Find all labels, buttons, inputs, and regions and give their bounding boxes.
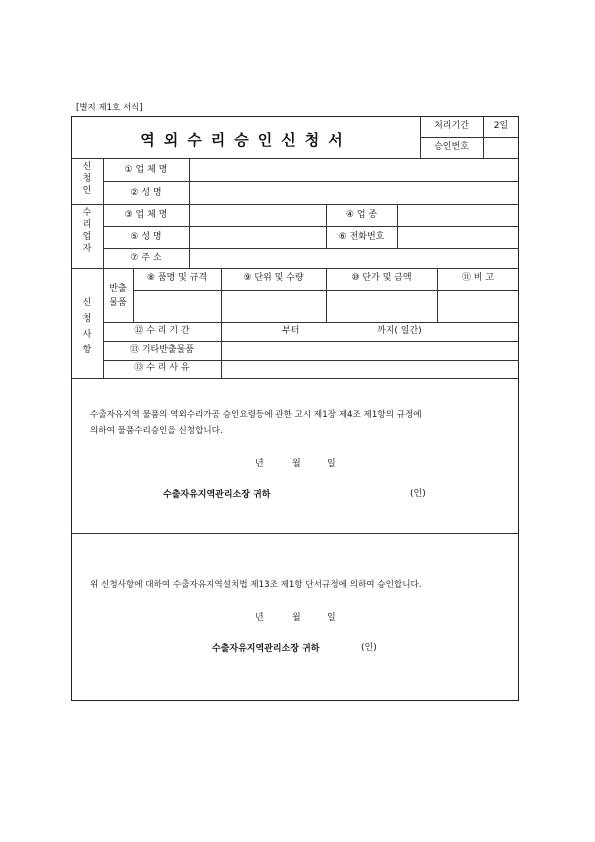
application-seal: (인) <box>410 489 426 499</box>
business-type-field[interactable] <box>398 205 518 225</box>
repair-reason-field[interactable] <box>222 361 518 377</box>
repair-company-name-label: ③ 업 체 명 <box>124 210 168 220</box>
col-unit-qty: ⑨ 단위 및 수량 <box>243 273 304 283</box>
applicant-company-label: ① 업 체 명 <box>124 165 168 175</box>
remarks-field[interactable] <box>438 291 518 321</box>
row-rule <box>71 268 519 269</box>
processing-period-label: 처리기간 <box>434 121 469 131</box>
repair-period-from: 부터 <box>282 326 300 336</box>
address-field[interactable] <box>190 249 518 267</box>
item-spec-field[interactable] <box>134 291 220 321</box>
approval-date-month: 월 <box>292 613 301 623</box>
approval-recipient: 수출자유지역관리소장 귀하 <box>212 644 320 654</box>
form-code: [별지 제1호 서식] <box>76 103 143 113</box>
unit-qty-field[interactable] <box>222 291 325 321</box>
business-type-label: ④ 업 종 <box>345 210 378 220</box>
application-statement: 수출자유지역 물품의 역외수리가공 승인요령등에 관한 고시 제1장 제4조 제1항의 규정에 의하여 물품수리승인을 신청합니다. <box>90 410 422 437</box>
repair-period-label: ⑫ 수 리 기 간 <box>134 326 190 336</box>
applicant-group-label: 신 청 인 <box>82 162 92 197</box>
approval-number-field[interactable] <box>484 138 518 157</box>
repair-company-name-field[interactable] <box>190 205 325 225</box>
applicant-name-label: ② 성 명 <box>130 188 162 198</box>
other-goods-label: ⑬ 기타반출물품 <box>129 345 195 355</box>
application-date-day: 일 <box>327 459 336 469</box>
row-rule <box>103 322 519 323</box>
section-rule <box>71 533 519 534</box>
approval-date-year: 년 <box>255 613 264 623</box>
request-details-group-label: 신 청 사 항 <box>82 298 92 356</box>
application-date-year: 년 <box>255 459 264 469</box>
repair-rep-name-label: ⑤ 성 명 <box>130 232 162 242</box>
repair-period-to: 까지( 일간) <box>377 326 422 336</box>
price-amount-field[interactable] <box>327 291 436 321</box>
repair-reason-label: ⑬ 수 리 사 유 <box>134 363 190 373</box>
col-remarks: ⑪ 비 고 <box>461 273 495 283</box>
application-recipient: 수출자유지역관리소장 귀하 <box>163 490 271 500</box>
phone-label: ⑥ 전화번호 <box>338 232 385 242</box>
approval-seal: (인) <box>361 643 377 653</box>
export-goods-label: 반출 물품 <box>109 284 127 309</box>
approval-number-label: 승인번호 <box>434 142 469 152</box>
repair-company-group-label: 수 리 업 자 <box>82 208 92 255</box>
form-title: 역외수리승인신청서 <box>140 131 352 149</box>
repair-rep-name-field[interactable] <box>190 227 325 247</box>
address-label: ⑦ 주 소 <box>130 253 162 263</box>
col-item-spec: ⑧ 품명 및 규격 <box>146 273 208 283</box>
approval-statement: 위 신청사항에 대하여 수출자유지역설치법 제13조 제1항 단서규정에 의하여 승인합니다. <box>90 580 422 590</box>
applicant-company-field[interactable] <box>190 159 518 180</box>
processing-period-value: 2일 <box>493 121 509 131</box>
other-goods-field[interactable] <box>222 342 518 359</box>
col-price-amount: ⑩ 단가 및 금액 <box>351 273 412 283</box>
approval-date-day: 일 <box>327 613 336 623</box>
application-date-month: 월 <box>292 459 301 469</box>
phone-field[interactable] <box>398 227 518 247</box>
applicant-name-field[interactable] <box>190 182 518 203</box>
row-rule <box>71 378 519 379</box>
